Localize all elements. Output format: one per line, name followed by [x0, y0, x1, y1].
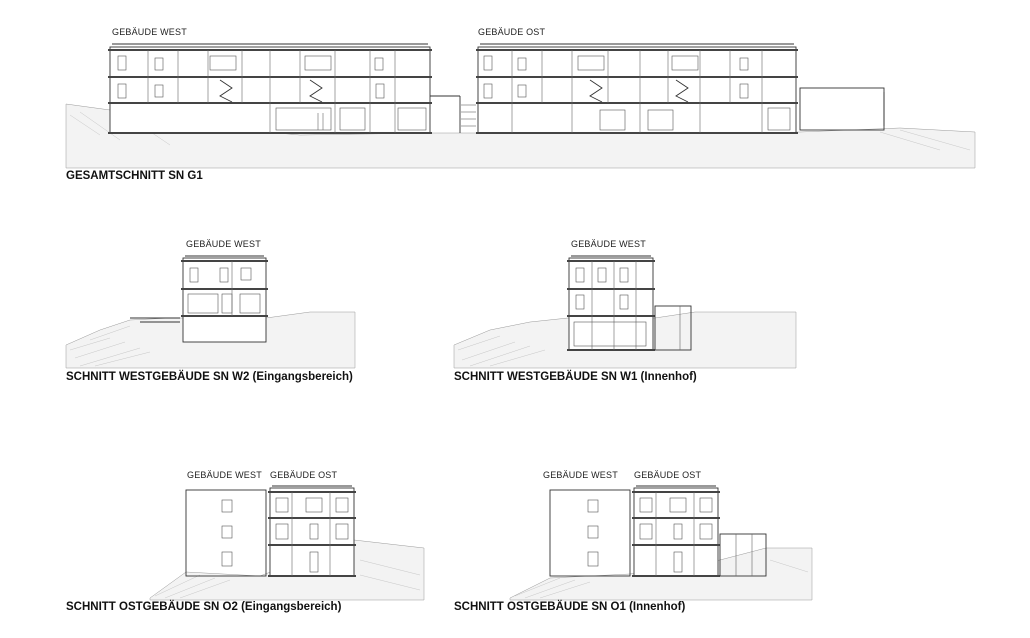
- link-structure-g1: [430, 96, 476, 133]
- section-w1-drawing: [454, 256, 796, 368]
- annex-g1: [800, 88, 884, 130]
- section-w2-drawing: [66, 256, 355, 368]
- building-w2: [181, 256, 268, 342]
- east-building-o1: [632, 486, 720, 576]
- caption-g1: GESAMTSCHNITT SN G1: [66, 170, 203, 182]
- west-facade-o1: [550, 490, 630, 576]
- building-east-g1: [476, 44, 798, 133]
- caption-o1: SCHNITT OSTGEBÄUDE SN O1 (Innenhof): [454, 601, 686, 613]
- label-o2-west: GEBÄUDE WEST: [187, 470, 262, 480]
- east-building-o2: [268, 486, 356, 576]
- building-west-g1: [108, 44, 432, 133]
- caption-o2: SCHNITT OSTGEBÄUDE SN O2 (Eingangsbereich): [66, 601, 342, 613]
- west-facade-o2: [186, 490, 266, 576]
- section-o2-drawing: [150, 486, 424, 600]
- label-g1-west: GEBÄUDE WEST: [112, 27, 187, 37]
- section-g1-drawing: [66, 44, 975, 168]
- label-w2-west: GEBÄUDE WEST: [186, 239, 261, 249]
- label-w1-west: GEBÄUDE WEST: [571, 239, 646, 249]
- label-o1-ost: GEBÄUDE OST: [634, 470, 702, 480]
- label-o1-west: GEBÄUDE WEST: [543, 470, 618, 480]
- label-o2-ost: GEBÄUDE OST: [270, 470, 338, 480]
- section-o1-drawing: [510, 486, 812, 600]
- caption-w1: SCHNITT WESTGEBÄUDE SN W1 (Innenhof): [454, 371, 697, 383]
- label-g1-ost: GEBÄUDE OST: [478, 27, 546, 37]
- building-w1: [567, 256, 655, 350]
- caption-w2: SCHNITT WESTGEBÄUDE SN W2 (Eingangsbereich): [66, 371, 353, 383]
